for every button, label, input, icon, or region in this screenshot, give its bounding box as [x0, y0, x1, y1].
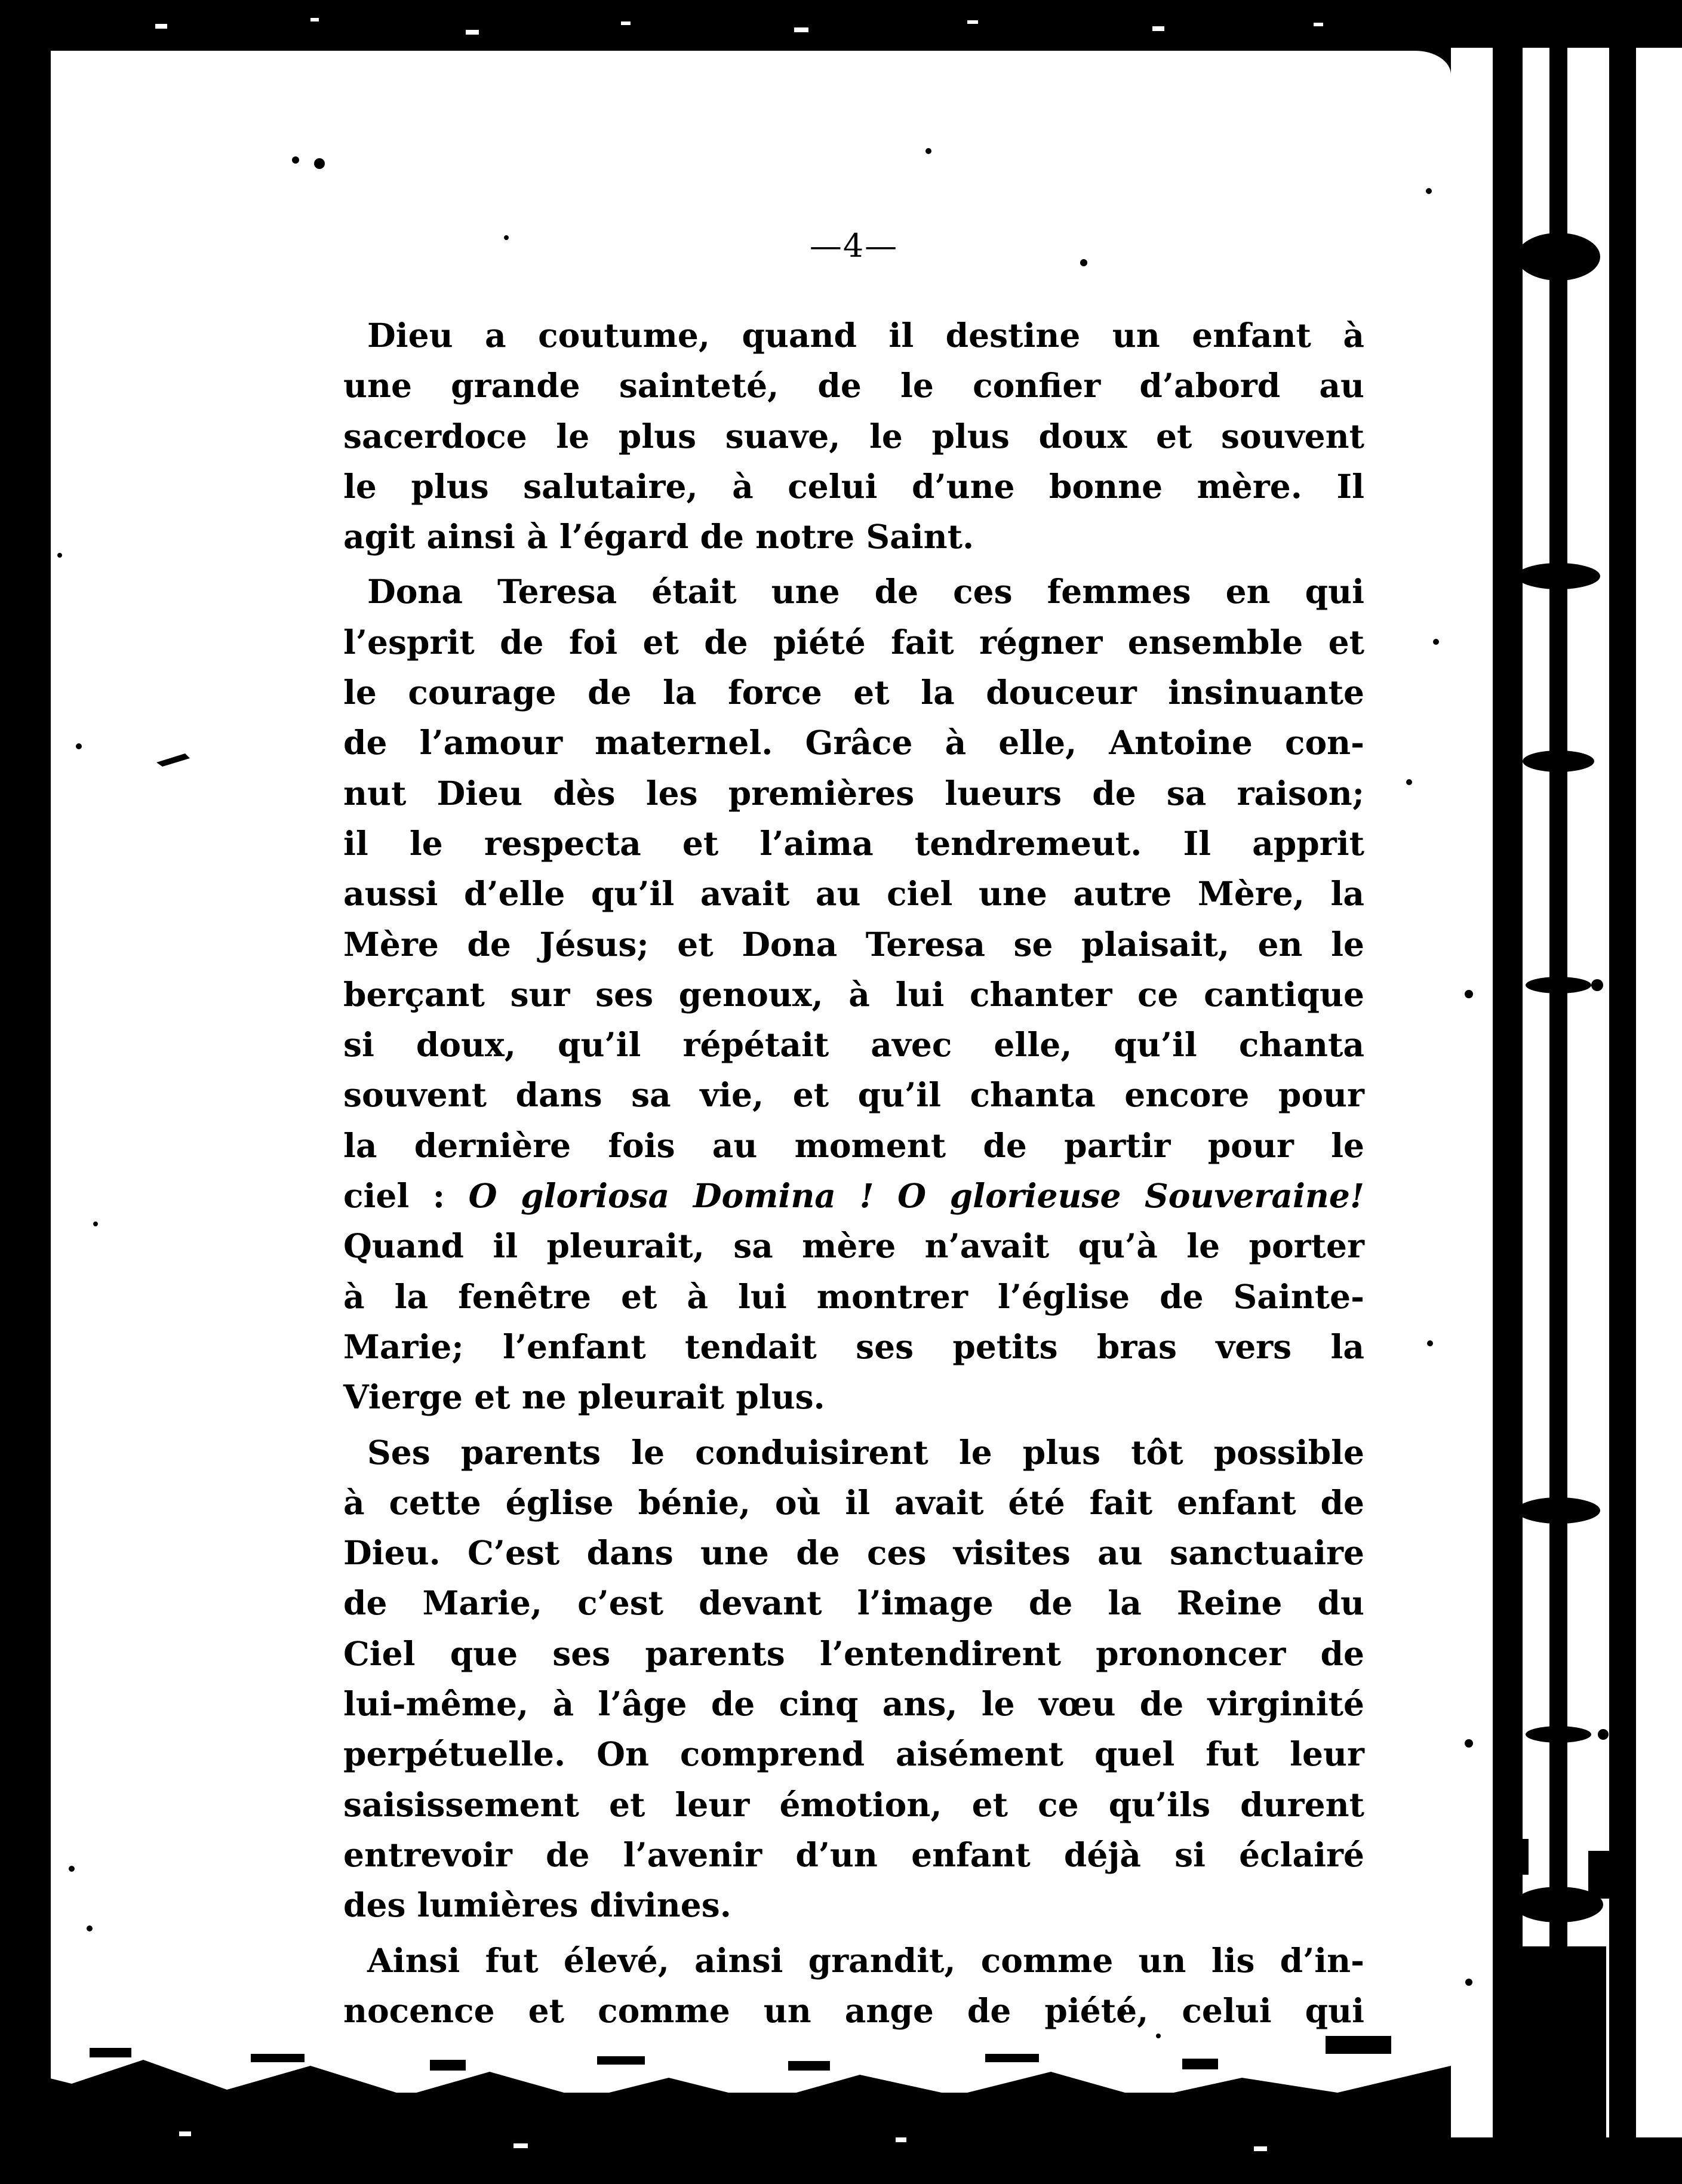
- text-line: souvent dans sa vie, et qu’il chanta encore pour: [343, 1075, 1364, 1115]
- text-line: la dernière fois au moment de partir pour le: [343, 1125, 1364, 1165]
- text-line: de l’amour maternel. Grâce à elle, Antoine con-: [343, 723, 1364, 762]
- text-line: nut Dieu dès les premières lueurs de sa raison;: [343, 773, 1364, 813]
- paragraph-4: [343, 1936, 1364, 2037]
- text-line: de Marie, c’est devant l’image de la Reine du: [343, 1583, 1364, 1623]
- paragraph-3: [343, 1428, 1364, 1931]
- text-line: une grande sainteté, de le confier d’abord au: [343, 366, 1364, 405]
- text-line: Mère de Jésus; et Dona Teresa se plaisait, en le: [343, 924, 1364, 964]
- text-line-with-italic: [343, 1171, 1364, 1221]
- text-line: aussi d’elle qu’il avait au ciel une autre Mère, la: [343, 874, 1364, 913]
- text-line: le courage de la force et la douceur insinuante: [343, 673, 1364, 712]
- text-line: Quand il pleurait, sa mère n’avait qu’à le porter: [343, 1226, 1364, 1266]
- text-line: Dieu a coutume, quand il destine un enfant à: [367, 316, 1364, 355]
- paragraph-2: [343, 567, 1364, 1422]
- text-line: lui-même, à l’âge de cinq ans, le vœu de virginité: [343, 1684, 1364, 1724]
- text-line: sacerdoce le plus suave, le plus doux et souvent: [343, 416, 1364, 456]
- text-line: Dona Teresa était une de ces femmes en qui: [367, 572, 1364, 611]
- text-line: Dieu. C’est dans une de ces visites au sanctuaire: [343, 1533, 1364, 1573]
- text-line: il le respecta et l’aima tendremeut. Il apprit: [343, 823, 1364, 863]
- text-line: Ainsi fut élevé, ainsi grandit, comme un lis d’in-: [367, 1940, 1364, 1980]
- paragraph-1: [343, 310, 1364, 562]
- text-line: berçant sur ses genoux, à lui chanter ce cantique: [343, 974, 1364, 1014]
- text-line: à cette église bénie, où il avait été fait enfant de: [343, 1482, 1364, 1522]
- text-line: Ses parents le conduisirent le plus tôt possible: [367, 1432, 1364, 1472]
- text-line: le plus salutaire, à celui d’une bonne mère. Il: [343, 466, 1364, 506]
- italic-quote: O gloriosa Domina ! O glorieuse Souveraine!: [468, 1176, 1364, 1216]
- page-number: —4—: [809, 227, 899, 264]
- text-line: entrevoir de l’avenir d’un enfant déjà si éclairé: [343, 1835, 1364, 1874]
- text-line: perpétuelle. On comprend aisément quel fut leur: [343, 1734, 1364, 1774]
- text-line: si doux, qu’il répétait avec elle, qu’il chanta: [343, 1025, 1364, 1065]
- text-line: Marie; l’enfant tendait ses petits bras vers la: [343, 1327, 1364, 1366]
- text-line: à la fenêtre et à lui montrer l’église de Sainte-: [343, 1276, 1364, 1316]
- text-line: saisissement et leur émotion, et ce qu’ils durent: [343, 1785, 1364, 1824]
- text-line: Ciel que ses parents l’entendirent prononcer de: [343, 1634, 1364, 1673]
- text-line: agit ainsi à l’égard de notre Saint.: [343, 517, 974, 556]
- line-prefix: ciel :: [343, 1176, 469, 1216]
- body-text: [343, 310, 1364, 2036]
- text-line: des lumières divines.: [343, 1885, 731, 1925]
- text-line: l’esprit de foi et de piété fait régner ensemble et: [343, 622, 1364, 662]
- text-line: nocence et comme un ange de piété, celui qui: [343, 1991, 1364, 2030]
- text-line: Vierge et ne pleurait plus.: [343, 1377, 825, 1417]
